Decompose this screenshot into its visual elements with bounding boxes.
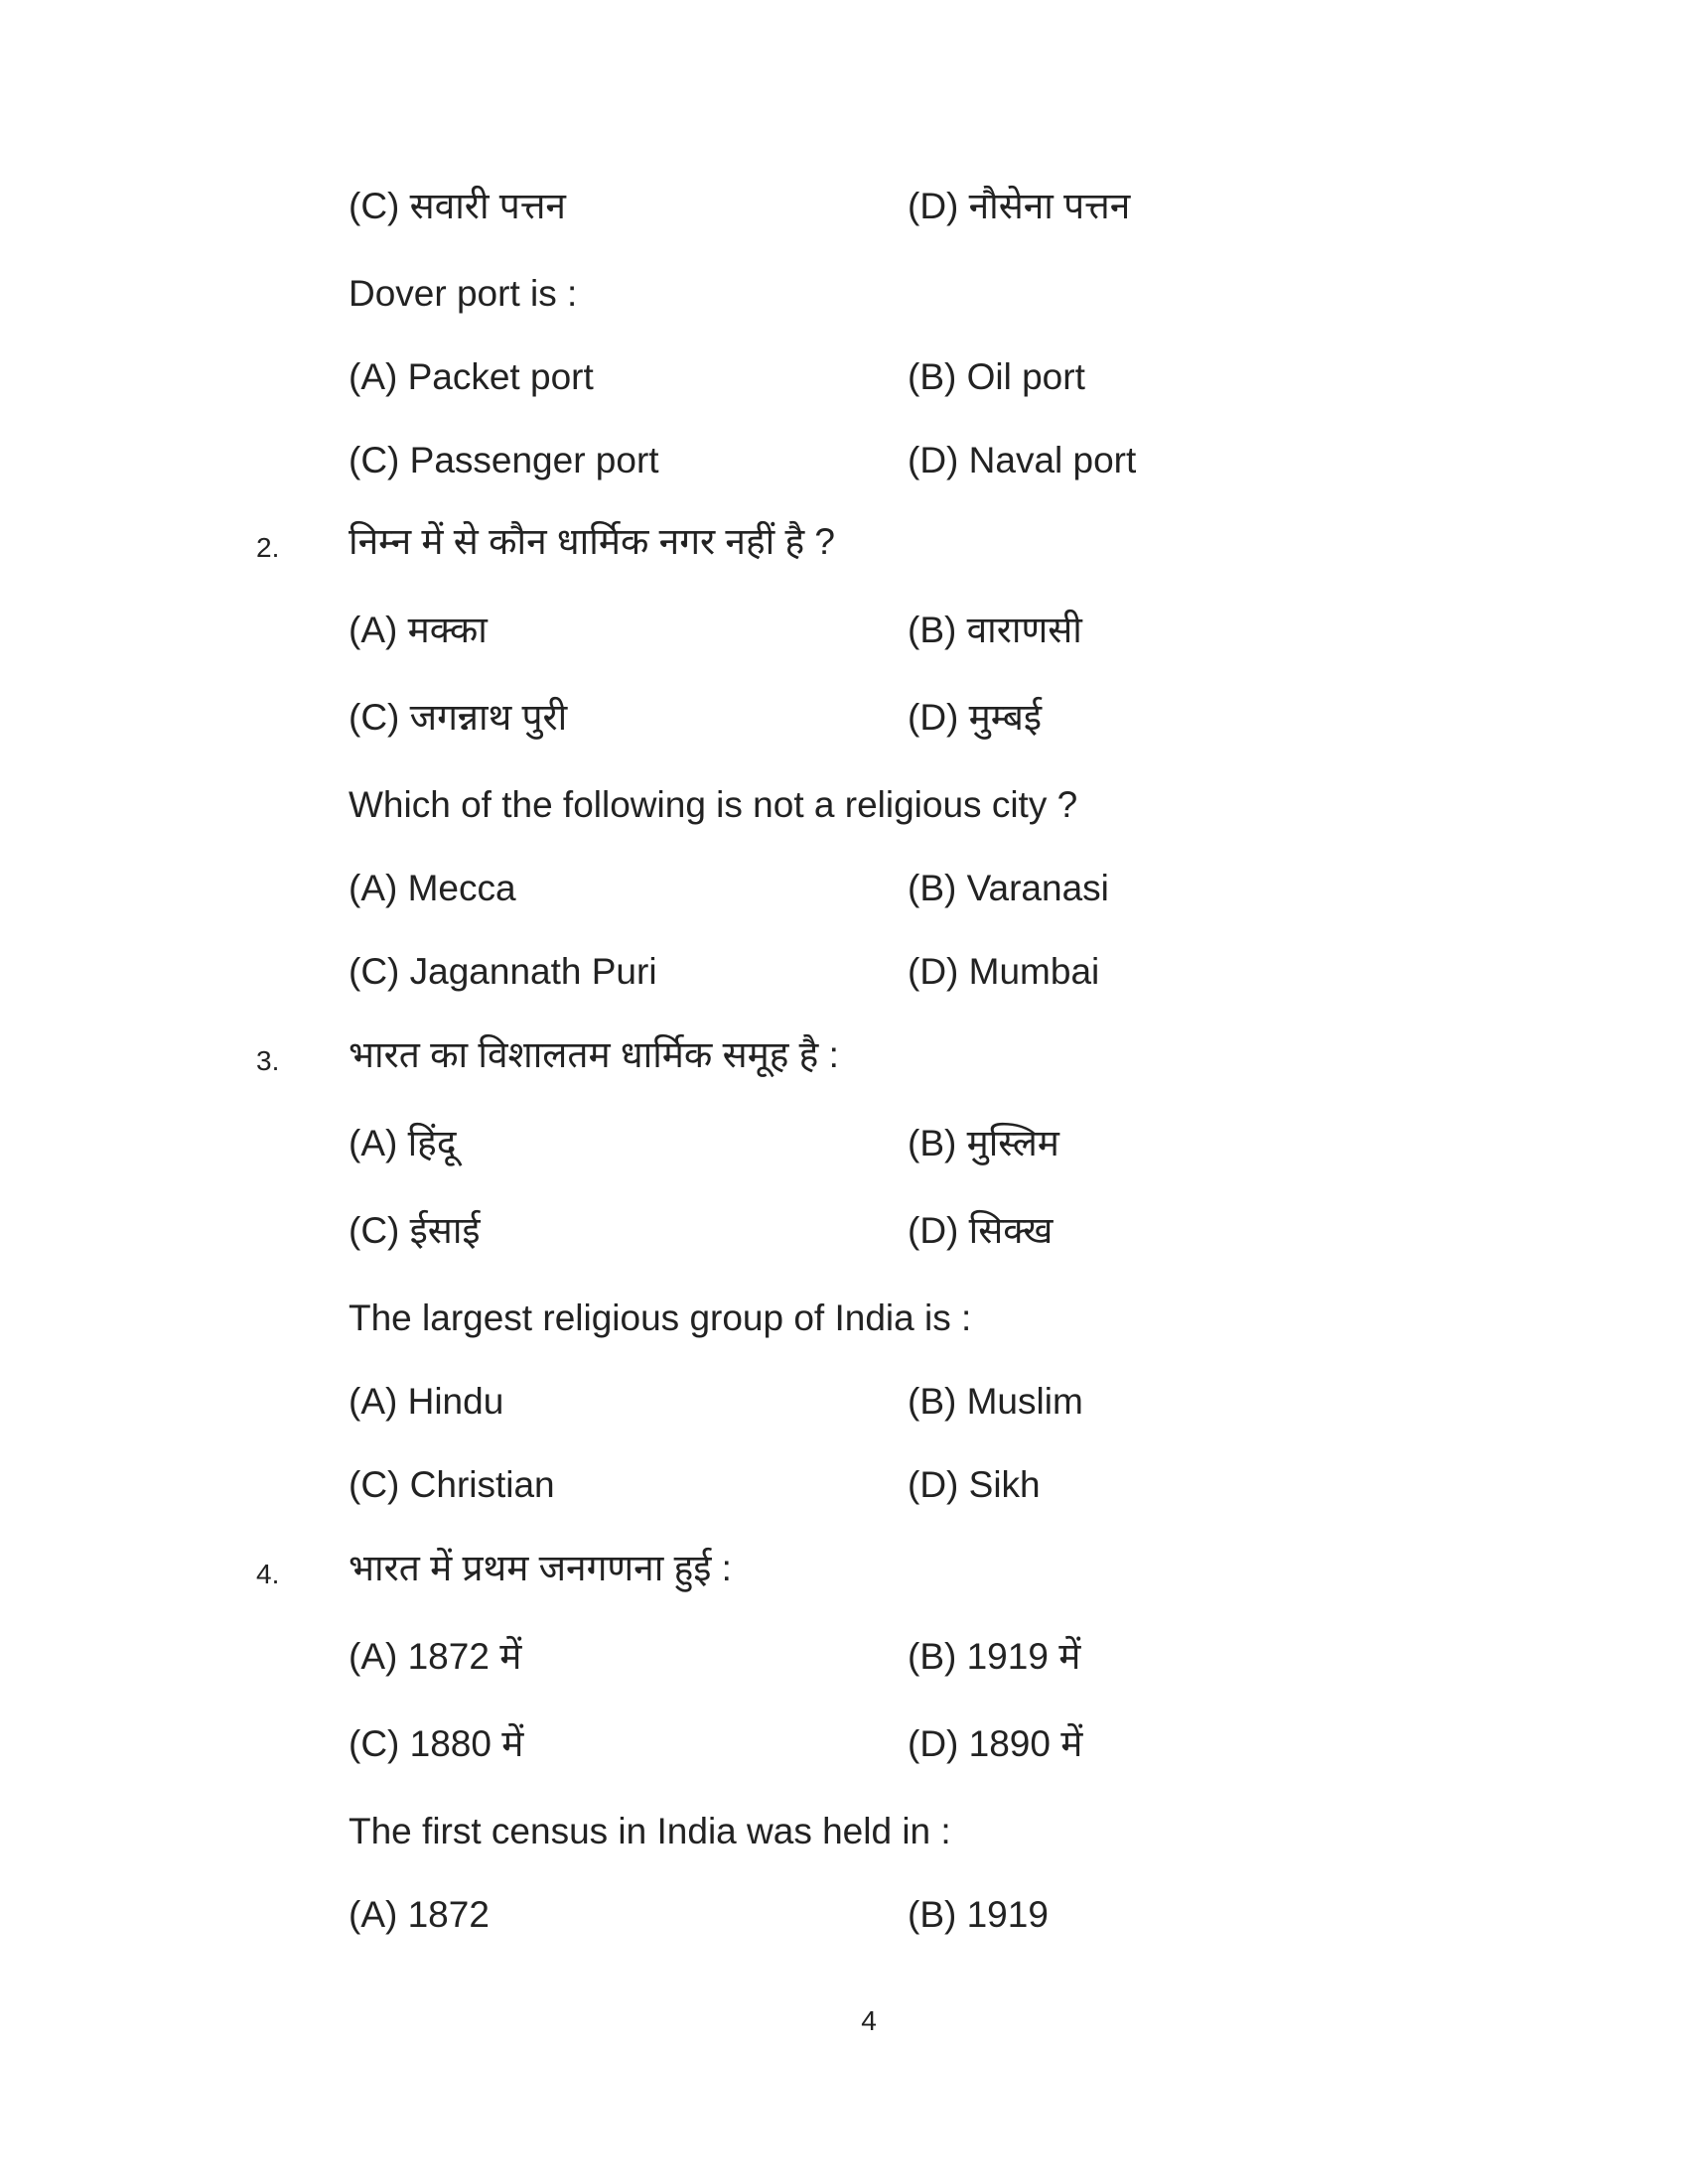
q2-en-option-b: (B) Varanasi [908, 868, 1109, 908]
q4-hi-option-c: (C) 1880 में [349, 1723, 524, 1764]
q4-en-stem: The first census in India was held in : [349, 1811, 951, 1851]
q2-hi-stem: निम्न में से कौन धार्मिक नगर नहीं है ? [349, 521, 835, 562]
q4-en-option-b: (B) 1919 [908, 1894, 1049, 1935]
q3-hi-option-a: (A) हिंदू [349, 1123, 457, 1163]
q2-en-stem: Which of the following is not a religious city ? [349, 784, 1078, 825]
q4-hi-option-b: (B) 1919 में [908, 1636, 1081, 1677]
q3-en-option-d: (D) Sikh [908, 1464, 1041, 1505]
q2-number: 2. [256, 532, 280, 563]
q3-en-option-b: (B) Muslim [908, 1381, 1083, 1422]
q2-en-option-d: (D) Mumbai [908, 951, 1100, 992]
q1-hi-option-c: (C) सवारी पत्तन [349, 186, 566, 226]
q3-hi-option-d: (D) सिक्ख [908, 1210, 1054, 1251]
q1-en-option-b: (B) Oil port [908, 356, 1085, 397]
q1-en-stem: Dover port is : [349, 273, 578, 314]
q2-hi-option-a: (A) मक्का [349, 610, 488, 650]
q4-en-option-a: (A) 1872 [349, 1894, 490, 1935]
q4-number: 4. [256, 1559, 280, 1589]
q3-en-option-a: (A) Hindu [349, 1381, 504, 1422]
q4-hi-option-d: (D) 1890 में [908, 1723, 1083, 1764]
q3-hi-stem: भारत का विशालतम धार्मिक समूह है : [349, 1034, 839, 1075]
q2-hi-option-c: (C) जगन्नाथ पुरी [349, 697, 568, 738]
q3-en-option-c: (C) Christian [349, 1464, 555, 1505]
q2-en-option-a: (A) Mecca [349, 868, 516, 908]
q1-hi-option-d: (D) नौसेना पत्तन [908, 186, 1131, 226]
q4-hi-stem: भारत में प्रथम जनगणना हुई : [349, 1548, 732, 1588]
q1-en-option-c: (C) Passenger port [349, 440, 659, 480]
q3-en-stem: The largest religious group of India is : [349, 1297, 972, 1338]
page-number: 4 [861, 2005, 877, 2036]
q3-hi-option-b: (B) मुस्लिम [908, 1123, 1059, 1163]
q2-hi-option-b: (B) वाराणसी [908, 610, 1082, 650]
q1-en-option-a: (A) Packet port [349, 356, 594, 397]
q3-hi-option-c: (C) ईसाई [349, 1210, 481, 1251]
q1-en-option-d: (D) Naval port [908, 440, 1137, 480]
q2-en-option-c: (C) Jagannath Puri [349, 951, 657, 992]
q4-hi-option-a: (A) 1872 में [349, 1636, 522, 1677]
q2-hi-option-d: (D) मुम्बई [908, 697, 1043, 738]
q3-number: 3. [256, 1045, 280, 1076]
